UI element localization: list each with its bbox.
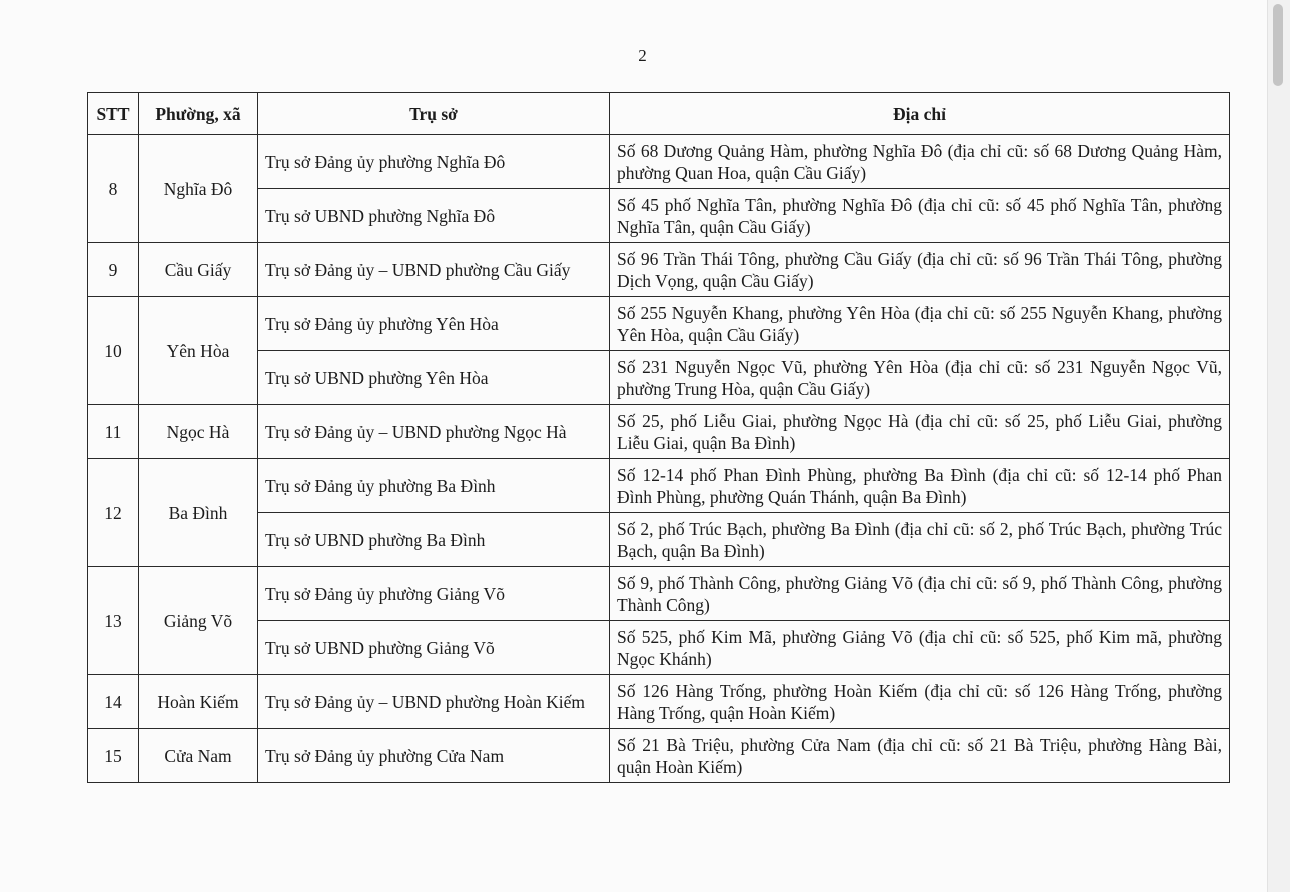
table-row: [88, 243, 1230, 297]
cell-stt: 12: [88, 459, 139, 567]
cell-stt: 15: [88, 729, 139, 783]
cell-address: Số 255 Nguyễn Khang, phường Yên Hòa (địa chỉ cũ: số 255 Nguyễn Khang, phường Yên Hòa, quận Cầu Giấy): [610, 297, 1230, 351]
cell-address: Số 126 Hàng Trống, phường Hoàn Kiếm (địa chỉ cũ: số 126 Hàng Trống, phường Hàng Trống, quận Hoàn Kiếm): [610, 675, 1230, 729]
cell-address: Số 2, phố Trúc Bạch, phường Ba Đình (địa chỉ cũ: số 2, phố Trúc Bạch, phường Trúc Bạch, quận Ba Đình): [610, 513, 1230, 567]
cell-address: Số 231 Nguyễn Ngọc Vũ, phường Yên Hòa (địa chỉ cũ: số 231 Nguyễn Ngọc Vũ, phường Trung Hòa, quận Cầu Giấy): [610, 351, 1230, 405]
cell-address: Số 9, phố Thành Công, phường Giảng Võ (địa chỉ cũ: số 9, phố Thành Công, phường Thành Công): [610, 567, 1230, 621]
cell-headquarters: Trụ sở Đảng ủy phường Yên Hòa: [258, 297, 610, 351]
cell-address: Số 68 Dương Quảng Hàm, phường Nghĩa Đô (địa chỉ cũ: số 68 Dương Quảng Hàm, phường Quan Hoa, quận Cầu Giấy): [610, 135, 1230, 189]
table-row: [88, 675, 1230, 729]
cell-ward: Ngọc Hà: [139, 405, 258, 459]
cell-stt: 9: [88, 243, 139, 297]
table-row: [88, 405, 1230, 459]
cell-address: Số 25, phố Liễu Giai, phường Ngọc Hà (địa chỉ cũ: số 25, phố Liễu Giai, phường Liễu Giai, quận Ba Đình): [610, 405, 1230, 459]
cell-ward: Hoàn Kiếm: [139, 675, 258, 729]
cell-address: Số 45 phố Nghĩa Tân, phường Nghĩa Đô (địa chỉ cũ: số 45 phố Nghĩa Tân, phường Nghĩa Tân, quận Cầu Giấy): [610, 189, 1230, 243]
header-address: Địa chỉ: [610, 93, 1230, 135]
cell-stt: 11: [88, 405, 139, 459]
cell-headquarters: Trụ sở Đảng ủy phường Nghĩa Đô: [258, 135, 610, 189]
header-stt: STT: [88, 93, 139, 135]
cell-stt: 14: [88, 675, 139, 729]
cell-headquarters: Trụ sở UBND phường Yên Hòa: [258, 351, 610, 405]
table-row: [88, 297, 1230, 351]
table-row: [88, 135, 1230, 189]
table-row: [88, 621, 1230, 675]
cell-headquarters: Trụ sở UBND phường Giảng Võ: [258, 621, 610, 675]
cell-headquarters: Trụ sở Đảng ủy – UBND phường Hoàn Kiếm: [258, 675, 610, 729]
table-row: [88, 351, 1230, 405]
cell-ward: Nghĩa Đô: [139, 135, 258, 243]
cell-headquarters: Trụ sở UBND phường Nghĩa Đô: [258, 189, 610, 243]
cell-headquarters: Trụ sở Đảng ủy – UBND phường Ngọc Hà: [258, 405, 610, 459]
cell-headquarters: Trụ sở Đảng ủy phường Giảng Võ: [258, 567, 610, 621]
cell-address: Số 12-14 phố Phan Đình Phùng, phường Ba Đình (địa chỉ cũ: số 12-14 phố Phan Đình Phùng, phường Quán Thánh, quận Ba Đình): [610, 459, 1230, 513]
table-row: [88, 513, 1230, 567]
header-ward: Phường, xã: [139, 93, 258, 135]
table-row: [88, 567, 1230, 621]
cell-stt: 8: [88, 135, 139, 243]
cell-headquarters: Trụ sở Đảng ủy phường Ba Đình: [258, 459, 610, 513]
cell-stt: 13: [88, 567, 139, 675]
table-row: [88, 459, 1230, 513]
cell-headquarters: Trụ sở UBND phường Ba Đình: [258, 513, 610, 567]
cell-ward: Giảng Võ: [139, 567, 258, 675]
cell-address: Số 21 Bà Triệu, phường Cửa Nam (địa chỉ cũ: số 21 Bà Triệu, phường Hàng Bài, quận Hoàn Kiếm): [610, 729, 1230, 783]
vertical-scrollbar[interactable]: [1267, 0, 1290, 892]
cell-stt: 10: [88, 297, 139, 405]
cell-ward: Cửa Nam: [139, 729, 258, 783]
table-body: [88, 135, 1230, 783]
scrollbar-thumb[interactable]: [1273, 4, 1283, 86]
table-header-row: [88, 93, 1230, 135]
cell-ward: Yên Hòa: [139, 297, 258, 405]
headquarters-table: [87, 92, 1230, 783]
cell-headquarters: Trụ sở Đảng ủy – UBND phường Cầu Giấy: [258, 243, 610, 297]
page-number: 2: [638, 46, 647, 65]
cell-address: Số 96 Trần Thái Tông, phường Cầu Giấy (địa chỉ cũ: số 96 Trần Thái Tông, phường Dịch Vọng, quận Cầu Giấy): [610, 243, 1230, 297]
cell-address: Số 525, phố Kim Mã, phường Giảng Võ (địa chỉ cũ: số 525, phố Kim mã, phường Ngọc Khánh): [610, 621, 1230, 675]
table-row: [88, 189, 1230, 243]
table-row: [88, 729, 1230, 783]
header-headquarters: Trụ sở: [258, 93, 610, 135]
cell-ward: Cầu Giấy: [139, 243, 258, 297]
cell-headquarters: Trụ sở Đảng ủy phường Cửa Nam: [258, 729, 610, 783]
cell-ward: Ba Đình: [139, 459, 258, 567]
